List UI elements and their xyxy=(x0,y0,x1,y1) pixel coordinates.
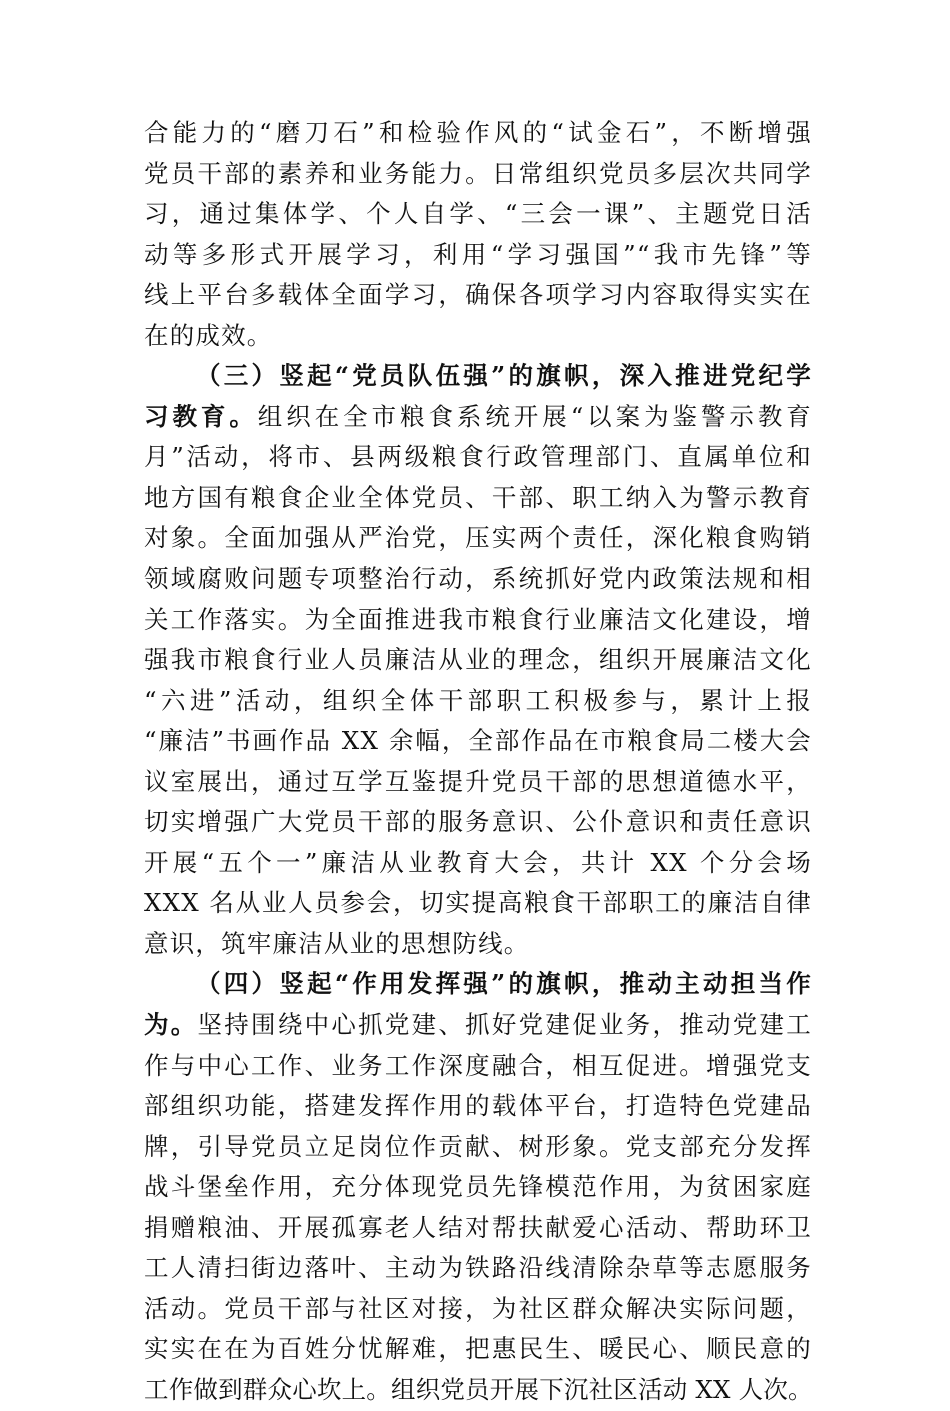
text-line xyxy=(144,316,812,357)
line-text: 意识，筑牢廉洁从业的思想防线。 xyxy=(144,928,530,958)
text-line xyxy=(144,1127,812,1168)
text-line xyxy=(144,235,812,276)
text-line xyxy=(144,1005,812,1046)
text-line xyxy=(144,1248,812,1289)
text-line xyxy=(144,397,812,438)
line-text: 地方国有粮食企业全体党员、干部、职工纳入为警示教育 xyxy=(144,482,812,512)
line-text: 实实在在为百姓分忧解难，把惠民生、暖民心、顺民意的 xyxy=(144,1334,812,1364)
text-line xyxy=(144,559,812,600)
section-heading: 习教育。 xyxy=(144,401,258,431)
line-text: 切实增强广大党员干部的服务意识、公仆意识和责任意识 xyxy=(144,807,812,837)
text-line xyxy=(144,924,812,965)
line-text: 动等多形式开展学习，利用“学习强国”“我市先锋”等 xyxy=(144,239,812,269)
text-line xyxy=(144,721,812,762)
text-line xyxy=(144,1329,812,1370)
line-text: 领域腐败问题专项整治行动，系统抓好党内政策法规和相 xyxy=(144,564,812,594)
text-line xyxy=(144,600,812,641)
text-line xyxy=(144,1086,812,1127)
text-line xyxy=(144,964,812,1005)
line-text: 作与中心工作、业务工作深度融合，相互促进。增强党支 xyxy=(144,1050,812,1080)
line-text: 活动。党员干部与社区对接，为社区群众解决实际问题， xyxy=(144,1293,812,1323)
text-line xyxy=(144,437,812,478)
text-line xyxy=(144,1370,812,1411)
section-heading: （四）竖起“作用发挥强”的旗帜，推动主动担当作 xyxy=(196,969,812,999)
line-text: 在的成效。 xyxy=(144,320,273,350)
line-text: 组织在全市粮食系统开展“以案为鉴警示教育 xyxy=(257,401,812,431)
text-line xyxy=(144,640,812,681)
text-line xyxy=(144,478,812,519)
text-line xyxy=(144,762,812,803)
line-text: “六进”活动，组织全体干部职工积极参与，累计上报 xyxy=(144,685,812,715)
line-text: 关工作落实。为全面推进我市粮食行业廉洁文化建设，增 xyxy=(144,604,812,634)
text-line xyxy=(144,154,812,195)
text-line xyxy=(144,883,812,924)
text-line xyxy=(144,843,812,884)
text-line xyxy=(144,1046,812,1087)
line-text: 合能力的“磨刀石”和检验作风的“试金石”，不断增强 xyxy=(144,118,812,147)
section-heading: 为。 xyxy=(144,1010,198,1040)
text-line xyxy=(144,802,812,843)
text-line xyxy=(144,356,812,397)
line-text: 线上平台多载体全面学习，确保各项学习内容取得实实在 xyxy=(144,280,812,310)
line-text: 牌，引导党员立足岗位作贡献、树形象。党支部充分发挥 xyxy=(144,1131,812,1161)
line-text: 战斗堡垒作用，充分体现党员先锋模范作用，为贫困家庭 xyxy=(144,1172,812,1202)
line-text: XXX 名从业人员参会，切实提高粮食干部职工的廉洁自律 xyxy=(144,888,812,918)
document-body xyxy=(144,113,812,1411)
text-line xyxy=(144,518,812,559)
line-text: 月”活动，将市、县两级粮食行政管理部门、直属单位和 xyxy=(144,442,812,472)
text-line xyxy=(144,194,812,235)
line-text: 捐赠粮油、开展孤寡老人结对帮扶献爱心活动、帮助环卫 xyxy=(144,1212,812,1242)
line-text: 工人清扫街边落叶、主动为铁路沿线清除杂草等志愿服务 xyxy=(144,1253,812,1283)
text-line xyxy=(144,113,812,154)
line-text: 对象。全面加强从严治党，压实两个责任，深化粮食购销 xyxy=(144,523,812,553)
line-text: 坚持围绕中心抓党建、抓好党建促业务，推动党建工 xyxy=(197,1010,812,1040)
line-text: 强我市粮食行业人员廉洁从业的理念，组织开展廉洁文化 xyxy=(144,645,812,675)
line-text: 党员干部的素养和业务能力。日常组织党员多层次共同学 xyxy=(144,158,812,188)
line-text: 工作做到群众心坎上。组织党员开展下沉社区活动 XX 人次。 xyxy=(144,1374,813,1404)
line-text: 议室展出，通过互学互鉴提升党员干部的思想道德水平， xyxy=(144,766,812,796)
line-text: “廉洁”书画作品 XX 余幅，全部作品在市粮食局二楼大会 xyxy=(144,726,812,756)
line-text: 开展“五个一”廉洁从业教育大会，共计 XX 个分会场 xyxy=(144,847,812,877)
text-line xyxy=(144,1208,812,1249)
section-heading: （三）竖起“党员队伍强”的旗帜，深入推进党纪学 xyxy=(196,361,812,391)
line-text: 部组织功能，搭建发挥作用的载体平台，打造特色党建品 xyxy=(144,1091,812,1121)
text-line xyxy=(144,1167,812,1208)
text-line xyxy=(144,681,812,722)
line-text: 习，通过集体学、个人自学、“三会一课”、主题党日活 xyxy=(144,199,812,229)
text-line xyxy=(144,1289,812,1330)
text-line xyxy=(144,275,812,316)
